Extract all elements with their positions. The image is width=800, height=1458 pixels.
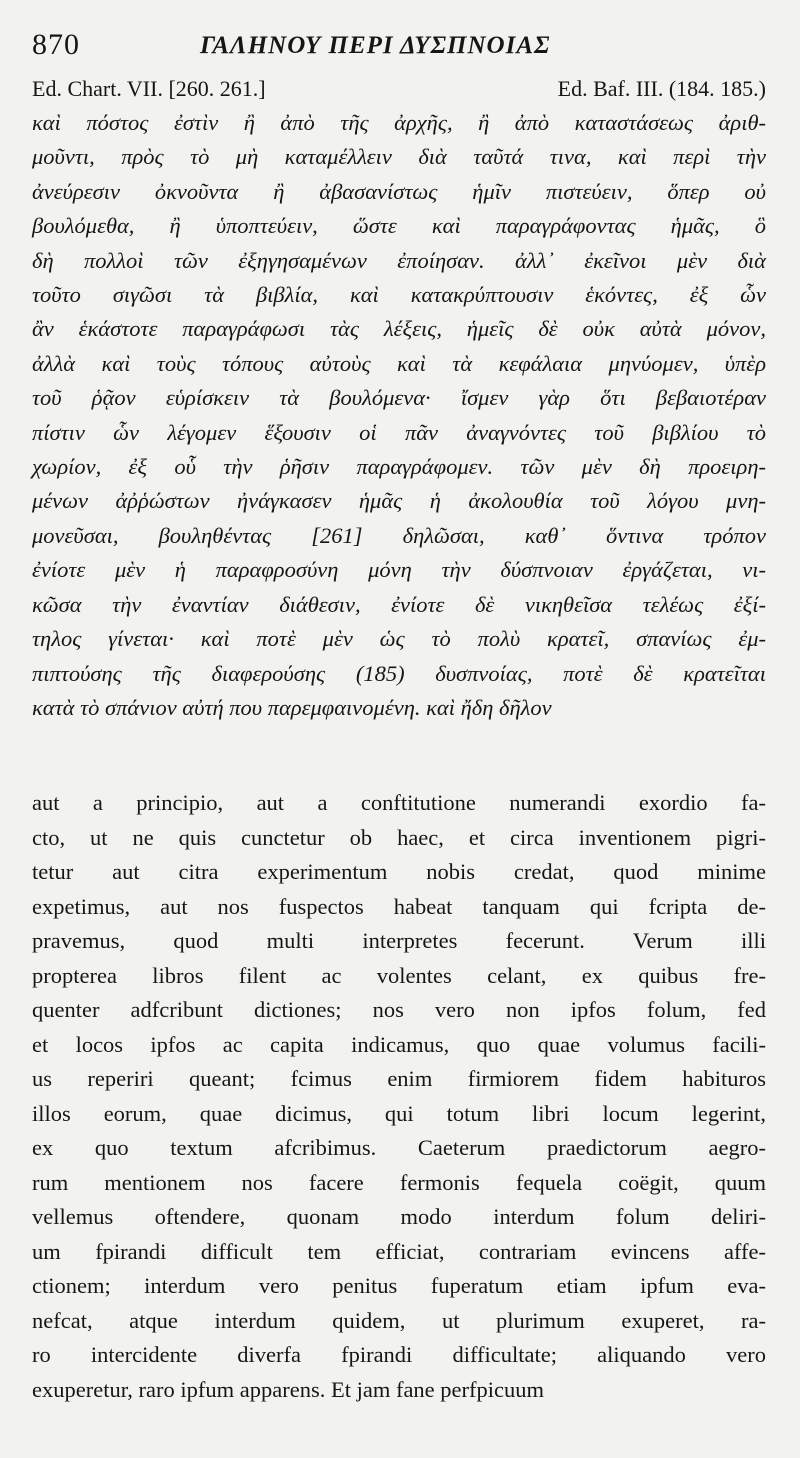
latin-text-line: ctionem; interdum vero penitus fuperatum etiam ipfum eva- (32, 1273, 766, 1298)
edition-references (32, 76, 766, 106)
greek-text-line: τοῦτο σιγῶσι τὰ βιβλία, καὶ κατακρύπτουσιν ἑκόντες, ἐξ ὧν (32, 282, 766, 308)
latin-text-line: ex quo textum afcribimus. Caeterum praedictorum aegro- (32, 1135, 766, 1160)
greek-text-line: ἐνίοτε μὲν ἡ παραφροσύνη μόνη τὴν δύσπνοιαν ἐργάζεται, νι- (32, 557, 766, 583)
latin-text-block (32, 786, 766, 1407)
edition-reference-chartier: Ed. Chart. VII. [260. 261.] (32, 76, 266, 101)
greek-text-line: κατὰ τὸ σπάνιον αὐτή που παρεμφαινομένη. καὶ ἤδη δῆλον (32, 694, 552, 720)
greek-text-line: καὶ πόστος ἐστὶν ἢ ἀπὸ τῆς ἀρχῆς, ἢ ἀπὸ καταστάσεως ἀριθ- (32, 110, 766, 135)
latin-text-line: cto, ut ne quis cunctetur ob haec, et circa inventionem pigri- (32, 824, 766, 850)
latin-text-line: nefcat, atque interdum quidem, ut plurimum exuperet, ra- (32, 1307, 766, 1333)
page-header (32, 28, 768, 68)
latin-text-line: expetimus, aut nos fuspectos habeat tanquam qui fcripta de- (32, 893, 766, 919)
latin-text-line: vellemus oftendere, quonam modo interdum folum deliri- (32, 1204, 766, 1229)
page-number: 870 (32, 28, 80, 61)
greek-text-line: ἂν ἑκάστοτε παραγράφωσι τὰς λέξεις, ἡμεῖς δὲ οὐκ αὐτὰ μόνον, (32, 316, 766, 342)
greek-text-line: τοῦ ῥᾷον εὑρίσκειν τὰ βουλόμενα· ἴσμεν γὰρ ὅτι βεβαιοτέραν (32, 385, 766, 411)
greek-text-line: κῶσα τὴν ἐναντίαν διάθεσιν, ἐνίοτε δὲ νικηθεῖσα τελέως ἐξί- (32, 591, 766, 617)
latin-text-line: aut a principio, aut a conftitutione numerandi exordio fa- (32, 790, 766, 815)
greek-text-line: χωρίον, ἐξ οὗ τὴν ῥῆσιν παραγράφομεν. τῶν μὲν δὴ προειρη- (32, 454, 766, 480)
greek-text-line: βουλόμεθα, ἢ ὑποπτεύειν, ὥστε καὶ παραγράφοντας ἡμᾶς, ὃ (32, 213, 766, 239)
latin-text-line: illos eorum, quae dicimus, qui totum libri locum legerint, (32, 1100, 766, 1126)
latin-text-line: pravemus, quod multi interpretes fecerunt. Verum illi (32, 928, 766, 953)
latin-text-line: ro intercidente diverfa fpirandi difficultate; aliquando vero (32, 1342, 766, 1367)
latin-text-line: um fpirandi difficult tem efficiat, contrariam evincens affe- (32, 1238, 766, 1264)
greek-text-line: μένων ἀῤῥώστων ἠνάγκασεν ἡμᾶς ἡ ἀκολουθία τοῦ λόγου μνη- (32, 488, 766, 514)
greek-text-line: πιπτούσης τῆς διαφερούσης (185) δυσπνοίας, ποτὲ δὲ κρατεῖται (32, 660, 766, 686)
edition-reference-basel: Ed. Baf. III. (184. 185.) (557, 76, 766, 101)
latin-text-line: et locos ipfos ac capita indicamus, quo quae volumus facili- (32, 1031, 766, 1057)
greek-text-line: πίστιν ὧν λέγομεν ἕξουσιν οἱ πᾶν ἀναγνόντες τοῦ βιβλίου τὸ (32, 419, 766, 445)
greek-text-line: ἀνεύρεσιν ὀκνοῦντα ἢ ἀβασανίστως ἡμῖν πιστεύειν, ὅπερ οὐ (32, 178, 766, 204)
latin-text-line: quenter adfcribunt dictiones; nos vero non ipfos folum, fed (32, 997, 766, 1022)
latin-text-line: us reperiri queant; fcimus enim firmiorem fidem habituros (32, 1066, 766, 1091)
latin-text-line: propterea libros filent ac volentes celant, ex quibus fre- (32, 962, 766, 988)
latin-text-line: exuperetur, raro ipfum apparens. Et jam fane perfpicuum (32, 1376, 545, 1402)
latin-text-line: tetur aut citra experimentum nobis credat, quod minime (32, 859, 766, 884)
greek-text-line: μοῦντι, πρὸς τὸ μὴ καταμέλλειν διὰ ταῦτά τινα, καὶ περὶ τὴν (32, 144, 766, 170)
greek-text-block (32, 106, 766, 725)
latin-text-line: rum mentionem nos facere fermonis fequela coëgit, quum (32, 1169, 766, 1195)
greek-text-line: δὴ πολλοὶ τῶν ἐξηγησαμένων ἐποίησαν. ἀλλ᾽ ἐκεῖνοι μὲν διὰ (32, 247, 766, 273)
greek-text-line: ἀλλὰ καὶ τοὺς τόπους αὐτοὺς καὶ τὰ κεφάλαια μηνύομεν, ὑπὲρ (32, 350, 766, 376)
greek-text-line: τηλος γίνεται· καὶ ποτὲ μὲν ὡς τὸ πολὺ κρατεῖ, σπανίως ἐμ- (32, 626, 766, 652)
running-title: ΓΑΛΗΝΟΥ ΠΕΡΙ ΔΥΣΠΝΟΙΑΣ (200, 32, 551, 59)
greek-text-line: μονεῦσαι, βουληθέντας [261] δηλῶσαι, καθ᾽ ὅντινα τρόπον (32, 522, 766, 548)
